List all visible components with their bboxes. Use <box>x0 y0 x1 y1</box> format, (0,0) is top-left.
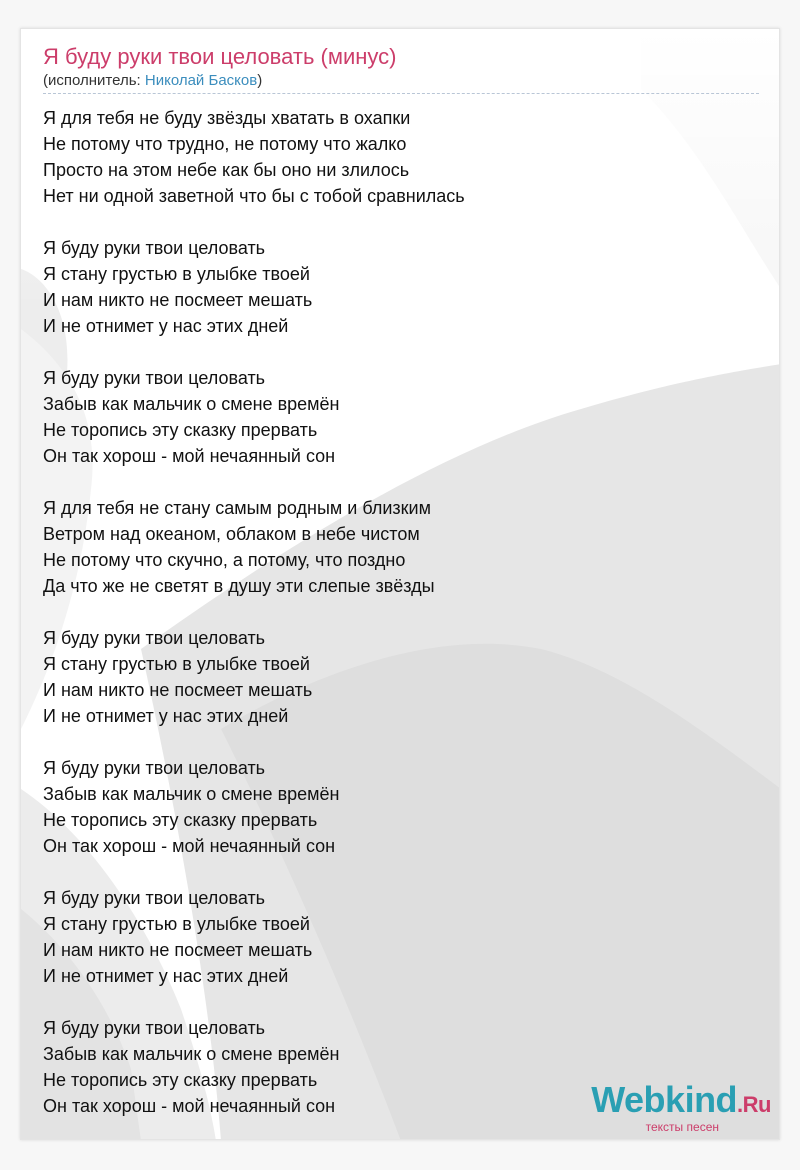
lyric-line: Я буду руки твои целовать <box>43 368 266 388</box>
song-header <box>43 43 759 91</box>
lyrics-body <box>43 105 759 1140</box>
lyric-line: Я буду руки твои целовать <box>43 628 266 648</box>
artist-line <box>43 71 759 91</box>
lyric-line: Я стану грустью в улыбке твоей <box>43 264 310 284</box>
lyric-line: Не потому что трудно, не потому что жалко <box>43 134 407 154</box>
lyric-line: И не отнимет у нас этих дней <box>43 316 289 336</box>
lyric-line: Я буду руки твои целовать <box>43 758 266 778</box>
lyric-line: Не торопись эту сказку прервать <box>43 420 318 440</box>
lyric-line: Он так хорош - мой нечаянный сон <box>43 446 336 466</box>
lyrics-stanza <box>43 885 759 989</box>
lyric-line: Я буду руки твои целовать <box>43 888 266 908</box>
lyric-line: Забыв как мальчик о смене времён <box>43 1044 340 1064</box>
site-logo[interactable] <box>571 1081 771 1133</box>
lyrics-stanza <box>43 755 759 859</box>
song-title: Я буду руки твои целовать (минус) <box>43 44 397 69</box>
lyric-line: Забыв как мальчик о смене времён <box>43 784 340 804</box>
lyrics-stanza <box>43 235 759 339</box>
lyric-line: Не торопись эту сказку прервать <box>43 810 318 830</box>
lyric-line: И нам никто не посмеет мешать <box>43 290 313 310</box>
header-divider <box>43 93 759 94</box>
lyric-line: Нет ни одной заветной что бы с тобой сравнилась <box>43 186 465 206</box>
logo-tld: .Ru <box>737 1092 771 1117</box>
lyrics-stanza <box>43 105 759 209</box>
lyric-line: И нам никто не посмеет мешать <box>43 680 313 700</box>
lyric-line: Я буду руки твои целовать <box>43 1018 266 1038</box>
lyric-line: Я для тебя не стану самым родным и близким <box>43 498 431 518</box>
lyric-line: И не отнимет у нас этих дней <box>43 966 289 986</box>
lyrics-stanza <box>43 495 759 599</box>
logo-name: Webkind <box>591 1079 738 1120</box>
lyric-line: Да что же не светят в душу эти слепые звёзды <box>43 576 435 596</box>
lyric-line: Я для тебя не буду звёзды хватать в охапки <box>43 108 411 128</box>
lyric-line: Не потому что скучно, а потому, что поздно <box>43 550 406 570</box>
artist-link[interactable]: Николай Басков <box>144 72 258 89</box>
lyrics-card <box>20 28 780 1140</box>
lyric-line: Я стану грустью в улыбке твоей <box>43 914 310 934</box>
logo-wordmark <box>571 1081 771 1124</box>
lyric-line: И не отнимет у нас этих дней <box>43 706 289 726</box>
lyric-line: Забыв как мальчик о смене времён <box>43 394 340 414</box>
artist-prefix: (исполнитель: <box>43 72 145 89</box>
lyric-line: Я стану грустью в улыбке твоей <box>43 654 310 674</box>
artist-suffix: ) <box>257 72 263 89</box>
lyrics-stanza <box>43 365 759 469</box>
logo-tagline: тексты песен <box>645 1120 719 1134</box>
lyric-line: Ветром над океаном, облаком в небе чистом <box>43 524 420 544</box>
lyric-line: Я буду руки твои целовать <box>43 238 266 258</box>
lyric-line: Просто на этом небе как бы оно ни злилось <box>43 160 410 180</box>
lyric-line: Не торопись эту сказку прервать <box>43 1070 318 1090</box>
lyric-line: Он так хорош - мой нечаянный сон <box>43 1096 336 1116</box>
lyric-line: И нам никто не посмеет мешать <box>43 940 313 960</box>
lyrics-stanza <box>43 625 759 729</box>
lyric-line: Он так хорош - мой нечаянный сон <box>43 836 336 856</box>
